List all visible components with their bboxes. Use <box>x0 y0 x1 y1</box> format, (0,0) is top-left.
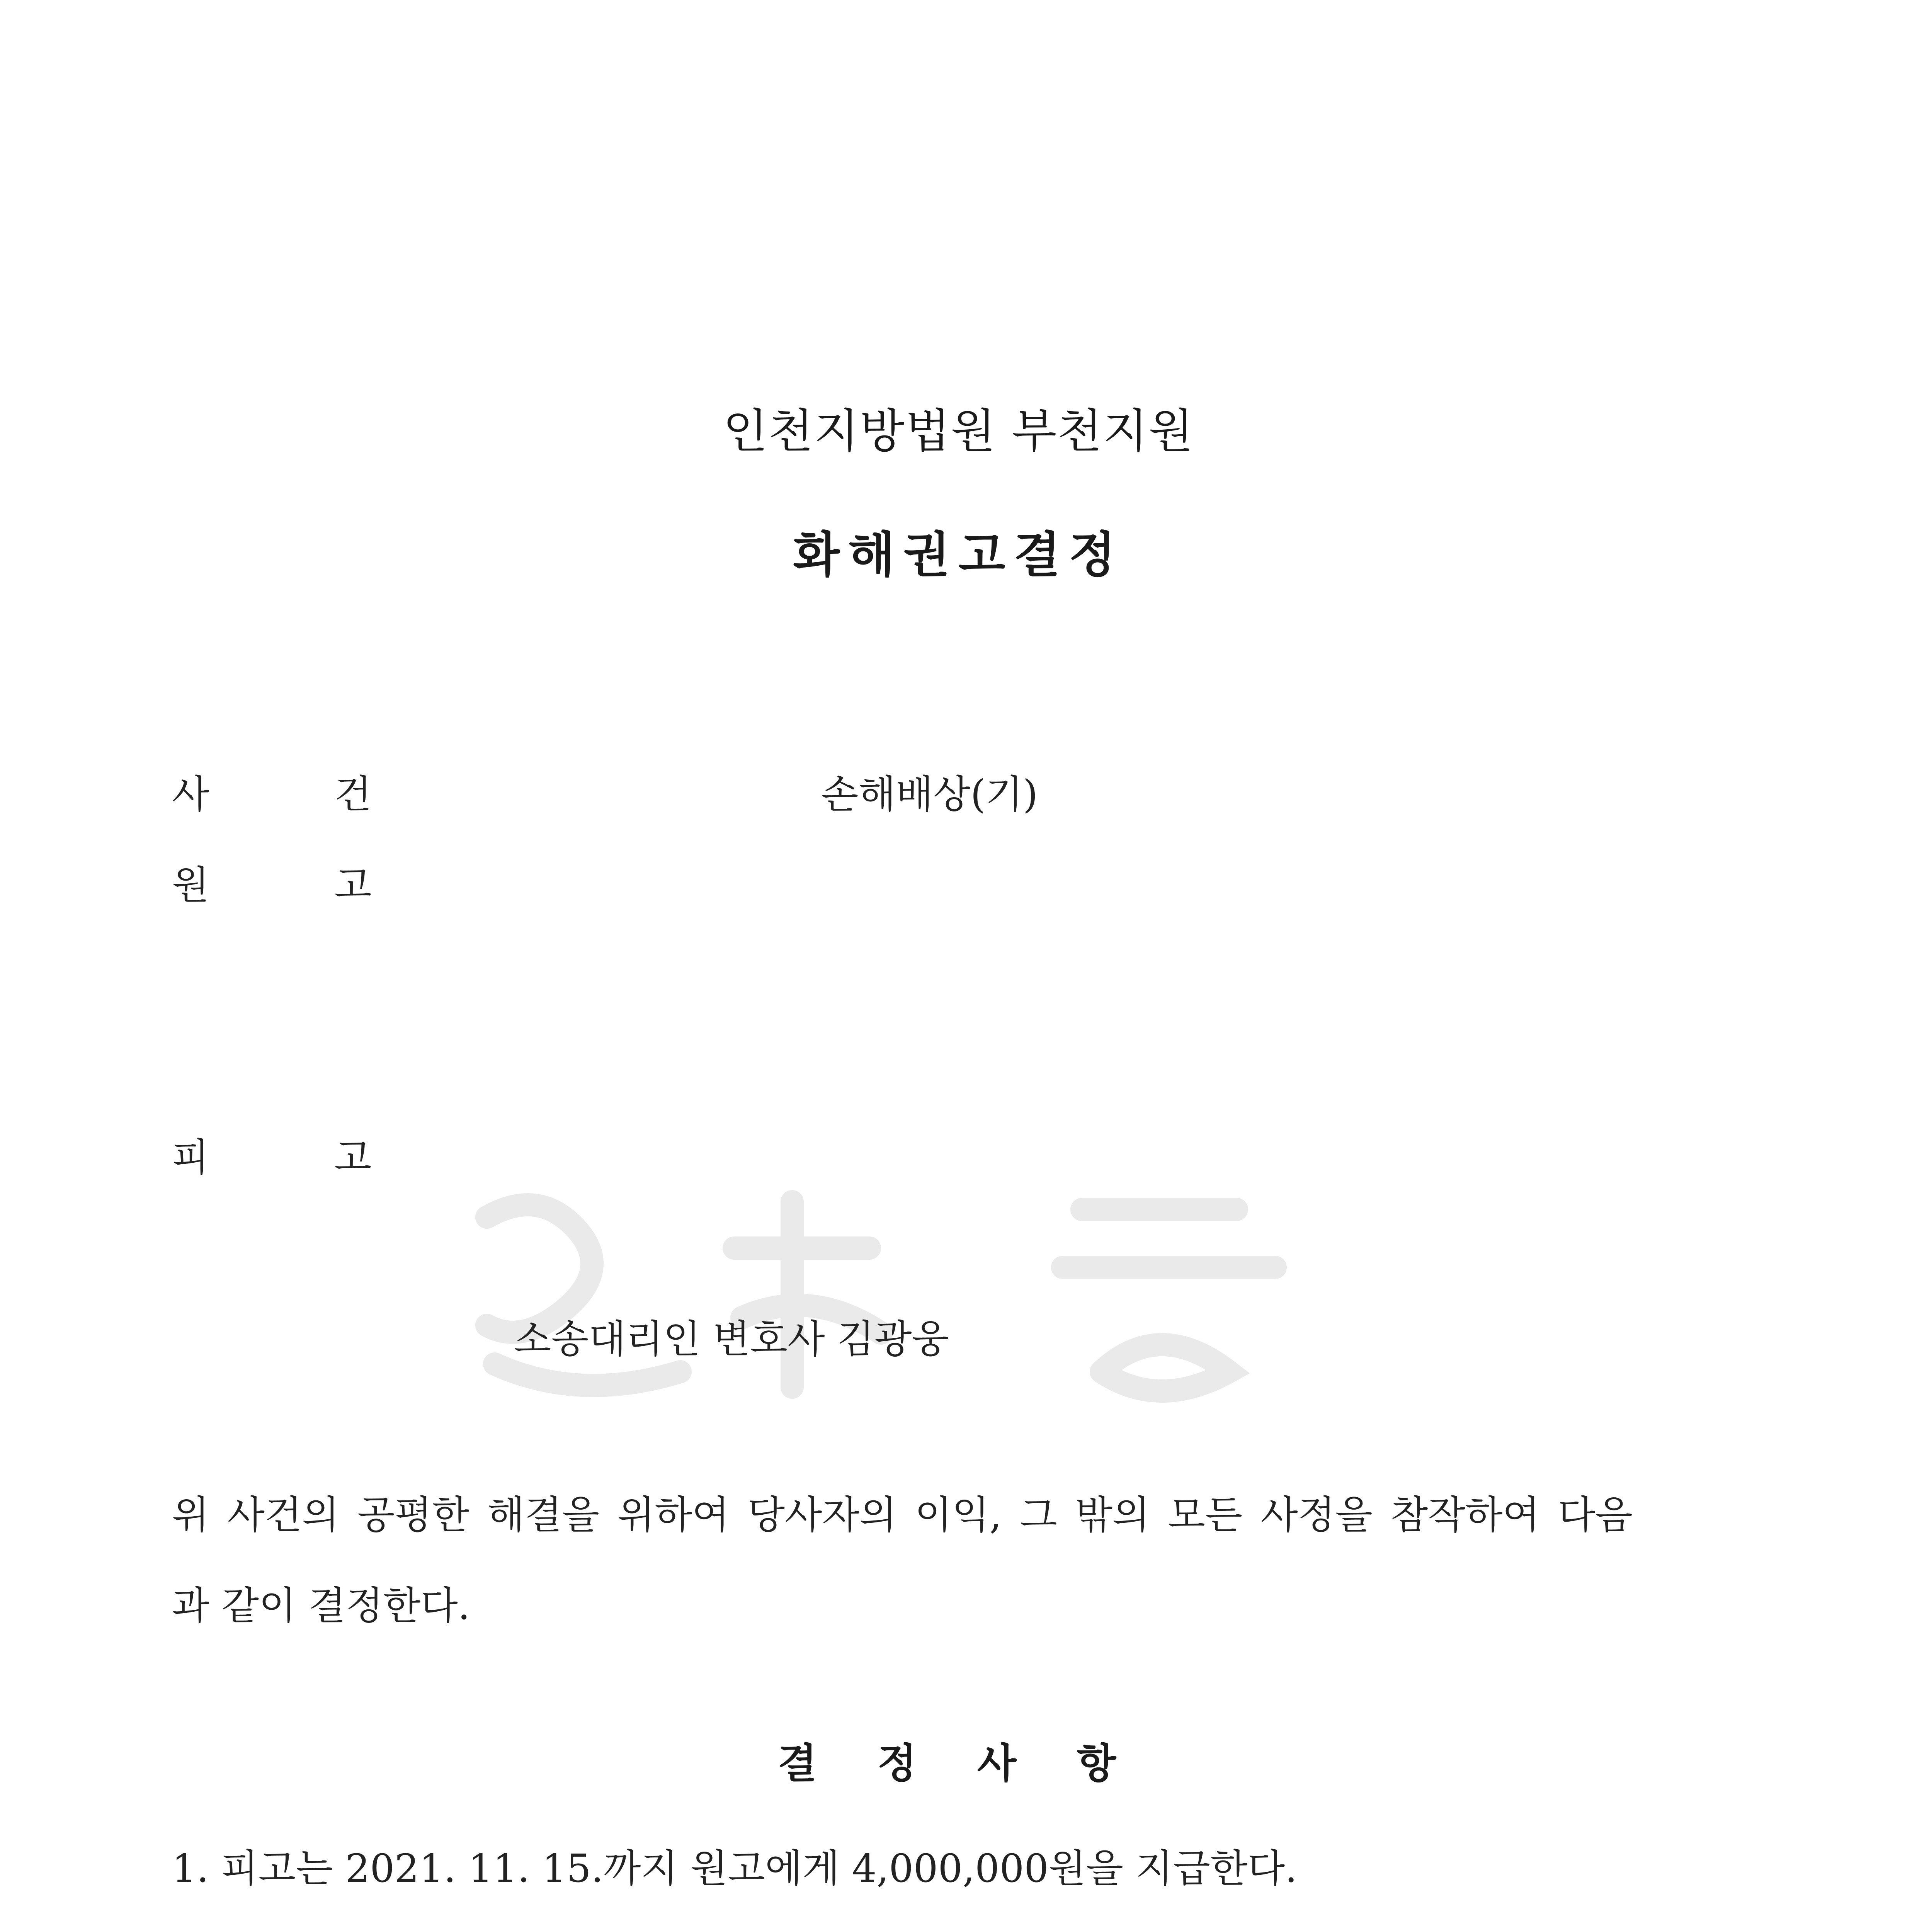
defendant-label-1: 피 <box>172 1135 209 1180</box>
plaintiff-label-1: 원 <box>172 862 209 908</box>
document-title: 화해권고결정 <box>793 527 1124 583</box>
defendant-label-2: 고 <box>334 1135 372 1180</box>
plaintiff-label-2: 고 <box>334 862 372 908</box>
intro-line-1: 위 사건의 공평한 해결을 위하여 당사자의 이익, 그 밖의 모든 사정을 참작하여 다음 <box>172 1492 1633 1537</box>
defendant-counsel: 소송대리인 변호사 김광웅 <box>514 1316 949 1362</box>
decision-item-1-line-2 <box>218 1928 1633 1932</box>
case-label-1: 사 <box>172 772 209 817</box>
court-name: 인천지방법원 부천지원 <box>723 405 1194 458</box>
decision-heading: 결 정 사 항 <box>777 1740 1140 1787</box>
intro-line-2: 과 같이 결정한다. <box>172 1583 470 1628</box>
watermark-seal <box>464 1171 1352 1410</box>
case-value: 손해배상(기) <box>821 772 1038 817</box>
case-label-2: 건 <box>334 772 372 817</box>
decision-item-1-line-1: 1. 피고는 2021. 11. 15.까지 원고에게 4,000,000원을 지급한다. <box>172 1846 1297 1891</box>
